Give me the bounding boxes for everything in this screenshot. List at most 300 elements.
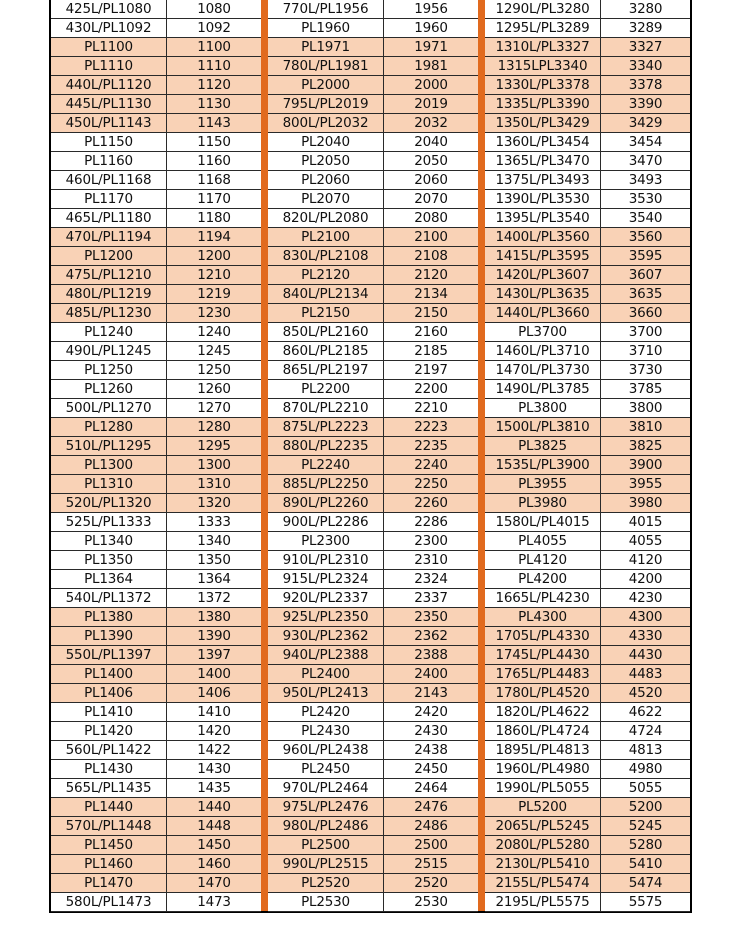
length-cell: 2250 <box>414 476 448 492</box>
table-row <box>485 722 690 741</box>
length-cell: 3560 <box>628 229 663 245</box>
length-cell: 1160 <box>197 153 231 169</box>
model-cell: 1820L/PL4622 <box>485 703 601 721</box>
table-row <box>268 380 478 399</box>
model-cell: PL1260 <box>51 380 167 398</box>
length-cell: 1333 <box>197 514 231 530</box>
length-cell: 5055 <box>628 780 663 796</box>
table-row <box>51 247 261 266</box>
length-cell: 1250 <box>197 362 231 378</box>
length-cell: 5474 <box>628 875 663 891</box>
model-cell: 940L/PL2388 <box>268 646 384 664</box>
table-row <box>51 171 261 190</box>
length-cell: 3810 <box>628 419 663 435</box>
model-cell: 780L/PL1981 <box>268 57 384 75</box>
model-cell: PL1340 <box>51 532 167 550</box>
model-cell: 795L/PL2019 <box>268 95 384 113</box>
length-cell: 1143 <box>197 115 231 131</box>
length-cell: 4330 <box>628 628 663 644</box>
model-cell: 860L/PL2185 <box>268 342 384 360</box>
model-cell: 490L/PL1245 <box>51 342 167 360</box>
length-cell: 1110 <box>197 58 231 74</box>
table-row <box>485 361 690 380</box>
table-row <box>51 532 261 551</box>
model-cell: 1350L/PL3429 <box>485 114 601 132</box>
length-cell: 1092 <box>197 20 231 36</box>
length-cell: 1080 <box>197 1 231 17</box>
model-cell: 1420L/PL3607 <box>485 266 601 284</box>
model-cell: PL2040 <box>268 133 384 151</box>
model-cell: PL1170 <box>51 190 167 208</box>
model-cell: PL1406 <box>51 684 167 702</box>
table-row <box>51 684 261 703</box>
model-cell: 1460L/PL3710 <box>485 342 601 360</box>
model-cell: 480L/PL1219 <box>51 285 167 303</box>
table-row <box>485 570 690 589</box>
length-cell: 2486 <box>414 818 448 834</box>
model-cell: 450L/PL1143 <box>51 114 167 132</box>
model-cell: 1440L/PL3660 <box>485 304 601 322</box>
model-cell: PL3800 <box>485 399 601 417</box>
model-cell: PL1470 <box>51 874 167 892</box>
table-row <box>485 456 690 475</box>
length-cell: 1120 <box>197 77 231 93</box>
length-cell: 3980 <box>628 495 663 511</box>
length-cell: 2134 <box>414 286 448 302</box>
model-cell: 1290L/PL3280 <box>485 0 601 18</box>
model-cell: 1490L/PL3785 <box>485 380 601 398</box>
length-cell: 1280 <box>197 419 231 435</box>
table-row <box>268 741 478 760</box>
model-cell: PL4200 <box>485 570 601 588</box>
model-cell: 580L/PL1473 <box>51 893 167 911</box>
length-cell: 2000 <box>414 77 448 93</box>
table-row <box>51 342 261 361</box>
length-cell: 2300 <box>414 533 448 549</box>
table-row <box>268 646 478 665</box>
table-row <box>51 304 261 323</box>
table-row <box>485 152 690 171</box>
table-row <box>51 19 261 38</box>
model-cell: 880L/PL2235 <box>268 437 384 455</box>
model-cell: PL2300 <box>268 532 384 550</box>
table-row <box>268 855 478 874</box>
length-cell: 1100 <box>197 39 231 55</box>
model-cell: 865L/PL2197 <box>268 361 384 379</box>
model-cell: PL1410 <box>51 703 167 721</box>
length-cell: 1168 <box>197 172 231 188</box>
table-row <box>51 817 261 836</box>
model-cell: PL2240 <box>268 456 384 474</box>
length-cell: 2150 <box>414 305 448 321</box>
length-cell: 3800 <box>628 400 663 416</box>
length-cell: 2324 <box>414 571 448 587</box>
table-row <box>268 494 478 513</box>
table-row <box>268 133 478 152</box>
table-row <box>485 342 690 361</box>
table-row <box>268 304 478 323</box>
table-row <box>485 285 690 304</box>
table-row <box>485 817 690 836</box>
table-row <box>485 380 690 399</box>
length-cell: 3700 <box>628 324 663 340</box>
model-cell: PL2070 <box>268 190 384 208</box>
table-row <box>485 418 690 437</box>
length-cell: 2160 <box>414 324 448 340</box>
model-cell: PL1280 <box>51 418 167 436</box>
length-cell: 2438 <box>414 742 448 758</box>
model-cell: PL1310 <box>51 475 167 493</box>
length-cell: 4120 <box>628 552 663 568</box>
table-row <box>51 494 261 513</box>
model-cell: 1780L/PL4520 <box>485 684 601 702</box>
model-cell: 925L/PL2350 <box>268 608 384 626</box>
table-row <box>485 323 690 342</box>
model-cell: PL3825 <box>485 437 601 455</box>
length-cell: 2476 <box>414 799 448 815</box>
length-cell: 3454 <box>628 134 663 150</box>
table-row <box>485 608 690 627</box>
table-row <box>51 38 261 57</box>
length-cell: 4483 <box>628 666 663 682</box>
model-cell: 915L/PL2324 <box>268 570 384 588</box>
model-cell: 1395L/PL3540 <box>485 209 601 227</box>
length-cell: 1210 <box>197 267 231 283</box>
table-row <box>51 855 261 874</box>
model-cell: 1470L/PL3730 <box>485 361 601 379</box>
model-cell: 465L/PL1180 <box>51 209 167 227</box>
length-cell: 2032 <box>414 115 448 131</box>
length-cell: 1194 <box>197 229 231 245</box>
length-cell: 1440 <box>197 799 231 815</box>
length-cell: 2515 <box>414 856 448 872</box>
table-row <box>268 456 478 475</box>
length-cell: 2108 <box>414 248 448 264</box>
length-cell: 3493 <box>628 172 663 188</box>
table-row <box>268 76 478 95</box>
table-row <box>268 703 478 722</box>
length-cell: 2080 <box>414 210 448 226</box>
model-cell: PL4120 <box>485 551 601 569</box>
model-cell: 2130L/PL5410 <box>485 855 601 873</box>
length-cell: 4430 <box>628 647 663 663</box>
table-row <box>268 0 478 19</box>
length-cell: 4980 <box>628 761 663 777</box>
length-cell: 1473 <box>197 894 231 910</box>
length-cell: 2185 <box>414 343 448 359</box>
table-row <box>485 95 690 114</box>
length-cell: 1340 <box>197 533 231 549</box>
model-cell: PL2520 <box>268 874 384 892</box>
length-cell: 3289 <box>628 20 663 36</box>
model-cell: 430L/PL1092 <box>51 19 167 37</box>
table-row <box>268 551 478 570</box>
length-cell: 1380 <box>197 609 231 625</box>
table-row <box>485 684 690 703</box>
length-cell: 1170 <box>197 191 231 207</box>
model-cell: 1415L/PL3595 <box>485 247 601 265</box>
table-row <box>51 57 261 76</box>
length-cell: 1420 <box>197 723 231 739</box>
model-cell: 1390L/PL3530 <box>485 190 601 208</box>
model-cell: PL1400 <box>51 665 167 683</box>
length-cell: 1956 <box>414 1 448 17</box>
table-row <box>51 760 261 779</box>
length-cell: 3378 <box>628 77 663 93</box>
table-row <box>268 95 478 114</box>
length-cell: 2520 <box>414 875 448 891</box>
table-row <box>51 570 261 589</box>
table-row <box>268 779 478 798</box>
model-cell: 930L/PL2362 <box>268 627 384 645</box>
table-row <box>51 551 261 570</box>
length-cell: 1971 <box>414 39 448 55</box>
model-cell: PL2120 <box>268 266 384 284</box>
table-row <box>485 855 690 874</box>
model-cell: PL2050 <box>268 152 384 170</box>
table-row <box>51 228 261 247</box>
table-row <box>268 437 478 456</box>
table-row <box>51 722 261 741</box>
length-cell: 2450 <box>414 761 448 777</box>
table-row <box>51 703 261 722</box>
model-cell: 460L/PL1168 <box>51 171 167 189</box>
table-row <box>51 361 261 380</box>
length-cell: 1430 <box>197 761 231 777</box>
length-cell: 1435 <box>197 780 231 796</box>
length-cell: 1245 <box>197 343 231 359</box>
model-cell: 1430L/PL3635 <box>485 285 601 303</box>
model-cell: 1745L/PL4430 <box>485 646 601 664</box>
table-row <box>485 437 690 456</box>
table-row <box>268 665 478 684</box>
length-cell: 1390 <box>197 628 231 644</box>
table-row <box>485 893 690 912</box>
model-cell: 1315LPL3340 <box>485 57 601 75</box>
length-cell: 4300 <box>628 609 663 625</box>
model-cell: 870L/PL2210 <box>268 399 384 417</box>
model-cell: 510L/PL1295 <box>51 437 167 455</box>
table-row <box>51 380 261 399</box>
table-row <box>51 133 261 152</box>
length-cell: 2310 <box>414 552 448 568</box>
length-cell: 4520 <box>628 685 663 701</box>
table-row <box>51 646 261 665</box>
table-row <box>485 779 690 798</box>
model-cell: 1360L/PL3454 <box>485 133 601 151</box>
length-cell: 3390 <box>628 96 663 112</box>
table-row <box>268 171 478 190</box>
length-cell: 2240 <box>414 457 448 473</box>
length-cell: 2388 <box>414 647 448 663</box>
table-column-group-2 <box>268 0 478 911</box>
model-cell: 885L/PL2250 <box>268 475 384 493</box>
model-cell: PL1460 <box>51 855 167 873</box>
model-cell: PL4055 <box>485 532 601 550</box>
model-cell: PL2420 <box>268 703 384 721</box>
table-row <box>51 874 261 893</box>
length-cell: 1295 <box>197 438 231 454</box>
model-cell: PL1971 <box>268 38 384 56</box>
length-cell: 4200 <box>628 571 663 587</box>
length-cell: 3540 <box>628 210 663 226</box>
model-cell: PL1364 <box>51 570 167 588</box>
table-row <box>485 494 690 513</box>
model-cell: PL1100 <box>51 38 167 56</box>
table-row <box>51 779 261 798</box>
table-row <box>485 114 690 133</box>
table-row <box>268 19 478 38</box>
model-cell: 1500L/PL3810 <box>485 418 601 436</box>
length-cell: 3900 <box>628 457 663 473</box>
length-cell: 1960 <box>414 20 448 36</box>
model-cell: 1365L/PL3470 <box>485 152 601 170</box>
model-cell: 830L/PL2108 <box>268 247 384 265</box>
length-cell: 3785 <box>628 381 663 397</box>
model-cell: 565L/PL1435 <box>51 779 167 797</box>
model-cell: 1960L/PL4980 <box>485 760 601 778</box>
length-cell: 2286 <box>414 514 448 530</box>
model-cell: 900L/PL2286 <box>268 513 384 531</box>
length-cell: 1981 <box>414 58 448 74</box>
length-cell: 3530 <box>628 191 663 207</box>
length-cell: 1460 <box>197 856 231 872</box>
length-cell: 2070 <box>414 191 448 207</box>
length-cell: 4230 <box>628 590 663 606</box>
model-cell: 1705L/PL4330 <box>485 627 601 645</box>
table-row <box>485 247 690 266</box>
length-cell: 2235 <box>414 438 448 454</box>
model-cell: 1400L/PL3560 <box>485 228 601 246</box>
table-row <box>268 152 478 171</box>
table-row <box>268 247 478 266</box>
table-row <box>485 133 690 152</box>
table-row <box>51 627 261 646</box>
table-row <box>485 703 690 722</box>
table-row <box>51 798 261 817</box>
length-cell: 5575 <box>628 894 663 910</box>
model-cell: 920L/PL2337 <box>268 589 384 607</box>
length-cell: 1350 <box>197 552 231 568</box>
table-row <box>485 0 690 19</box>
table-row <box>51 456 261 475</box>
model-cell: PL1160 <box>51 152 167 170</box>
length-cell: 5280 <box>628 837 663 853</box>
length-cell: 1372 <box>197 590 231 606</box>
model-cell: 2065L/PL5245 <box>485 817 601 835</box>
model-cell: PL1250 <box>51 361 167 379</box>
model-cell: PL2530 <box>268 893 384 911</box>
table-row <box>485 532 690 551</box>
length-cell: 1230 <box>197 305 231 321</box>
table-row <box>485 589 690 608</box>
table-row <box>51 893 261 912</box>
length-cell: 3660 <box>628 305 663 321</box>
length-cell: 1422 <box>197 742 231 758</box>
table-row <box>268 209 478 228</box>
length-cell: 1406 <box>197 685 231 701</box>
table-row <box>51 741 261 760</box>
table-row <box>485 399 690 418</box>
table-row <box>51 266 261 285</box>
length-cell: 1270 <box>197 400 231 416</box>
length-cell: 2400 <box>414 666 448 682</box>
length-cell: 1310 <box>197 476 231 492</box>
model-cell: 840L/PL2134 <box>268 285 384 303</box>
table-row <box>485 475 690 494</box>
model-cell: 1535L/PL3900 <box>485 456 601 474</box>
model-cell: 550L/PL1397 <box>51 646 167 664</box>
model-cell: 570L/PL1448 <box>51 817 167 835</box>
model-cell: 2080L/PL5280 <box>485 836 601 854</box>
table-row <box>485 874 690 893</box>
table-row <box>51 0 261 19</box>
model-cell: 850L/PL2160 <box>268 323 384 341</box>
length-cell: 1397 <box>197 647 231 663</box>
model-cell: PL4300 <box>485 608 601 626</box>
length-cell: 1240 <box>197 324 231 340</box>
model-cell: 800L/PL2032 <box>268 114 384 132</box>
length-cell: 2197 <box>414 362 448 378</box>
table-row <box>51 323 261 342</box>
length-cell: 3327 <box>628 39 663 55</box>
model-cell: 560L/PL1422 <box>51 741 167 759</box>
table-row <box>268 361 478 380</box>
length-cell: 3825 <box>628 438 663 454</box>
model-cell: PL2400 <box>268 665 384 683</box>
length-cell: 2337 <box>414 590 448 606</box>
model-cell: 1895L/PL4813 <box>485 741 601 759</box>
table-row <box>485 551 690 570</box>
length-cell: 2430 <box>414 723 448 739</box>
length-cell: 1320 <box>197 495 231 511</box>
table-row <box>485 741 690 760</box>
table-row <box>268 589 478 608</box>
model-cell: 540L/PL1372 <box>51 589 167 607</box>
length-cell: 3429 <box>628 115 663 131</box>
length-cell: 1400 <box>197 666 231 682</box>
table-row <box>268 285 478 304</box>
model-cell: 2195L/PL5575 <box>485 893 601 911</box>
table-row <box>268 532 478 551</box>
model-cell: PL2450 <box>268 760 384 778</box>
model-cell: 960L/PL2438 <box>268 741 384 759</box>
table-row <box>51 114 261 133</box>
table-row <box>268 266 478 285</box>
belt-size-table <box>49 0 692 913</box>
length-cell: 1200 <box>197 248 231 264</box>
model-cell: PL1380 <box>51 608 167 626</box>
model-cell: 520L/PL1320 <box>51 494 167 512</box>
length-cell: 5410 <box>628 856 663 872</box>
column-group-separator <box>478 0 485 911</box>
model-cell: 1990L/PL5055 <box>485 779 601 797</box>
table-row <box>268 513 478 532</box>
length-cell: 2210 <box>414 400 448 416</box>
length-cell: 3710 <box>628 343 663 359</box>
length-cell: 1450 <box>197 837 231 853</box>
table-row <box>51 152 261 171</box>
length-cell: 2420 <box>414 704 448 720</box>
length-cell: 3470 <box>628 153 663 169</box>
model-cell: PL1350 <box>51 551 167 569</box>
model-cell: 990L/PL2515 <box>268 855 384 873</box>
length-cell: 4724 <box>628 723 663 739</box>
table-row <box>485 665 690 684</box>
length-cell: 5245 <box>628 818 663 834</box>
model-cell: 1580L/PL4015 <box>485 513 601 531</box>
model-cell: 770L/PL1956 <box>268 0 384 18</box>
